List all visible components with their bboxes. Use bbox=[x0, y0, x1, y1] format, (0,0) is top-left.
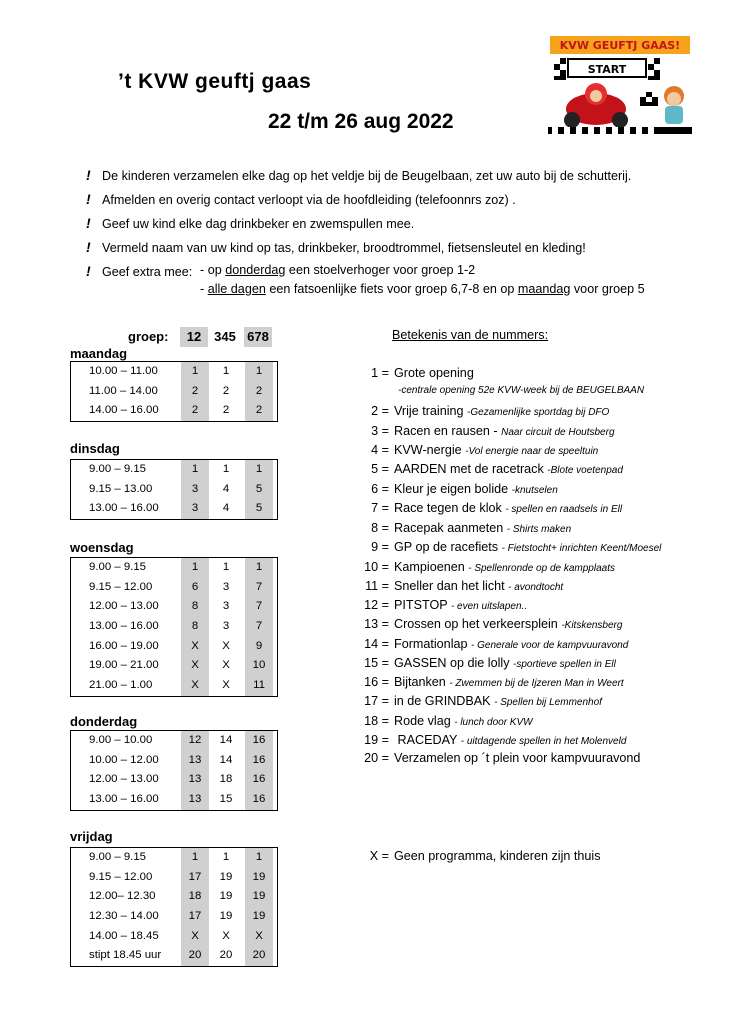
meaning-description: - lunch door KVW bbox=[454, 717, 533, 728]
table-row bbox=[71, 676, 277, 696]
time-cell: 9.15 – 12.00 bbox=[89, 870, 153, 883]
day-title: maandag bbox=[70, 346, 128, 361]
time-cell: 12.00 – 13.00 bbox=[89, 600, 159, 613]
group-cell: 1 bbox=[222, 561, 230, 573]
group-cell: 1 bbox=[222, 365, 230, 377]
meaning-item bbox=[360, 714, 533, 728]
group-cell: 18 bbox=[219, 773, 233, 786]
group-cell: 13 bbox=[181, 770, 209, 790]
group-cell: 1 bbox=[222, 851, 230, 863]
group-cell: 2 bbox=[245, 401, 273, 421]
meaning-description: Naar circuit de Houtsberg bbox=[501, 427, 615, 438]
group-cell: 1 bbox=[245, 558, 273, 578]
group-cell: 1 bbox=[181, 460, 209, 480]
note-text: Geef uw kind elke dag drinkbeker en zwemspullen mee. bbox=[102, 217, 415, 231]
exclamation-icon: ! bbox=[86, 239, 91, 255]
time-cell: 11.00 – 14.00 bbox=[89, 384, 158, 397]
group-cell: 19 bbox=[245, 907, 273, 927]
group-cell: 2 bbox=[245, 382, 273, 402]
meaning-item bbox=[360, 482, 558, 496]
group-cell: 6 bbox=[181, 578, 209, 598]
time-cell: 13.00 – 16.00 bbox=[89, 620, 159, 633]
meaning-name: Racepak aanmeten bbox=[394, 521, 504, 535]
time-cell: 10.00 – 11.00 bbox=[89, 365, 158, 377]
meaning-item bbox=[360, 637, 628, 651]
table-row bbox=[71, 946, 277, 966]
meaning-description: - Shirts maken bbox=[506, 524, 572, 535]
meaning-description: - Fietstocht+ inrichten Keent/Moesel bbox=[501, 543, 662, 554]
meaning-name: Race tegen de klok bbox=[394, 501, 502, 515]
meaning-name: GASSEN op die lolly bbox=[394, 656, 510, 670]
meaning-name: GP op de racefiets bbox=[394, 540, 499, 554]
meaning-name: in de GRINDBAK bbox=[394, 694, 491, 708]
exclamation-icon: ! bbox=[86, 191, 91, 207]
day-table bbox=[70, 730, 278, 811]
meaning-number: 6 = bbox=[371, 482, 389, 496]
day-title: donderdag bbox=[70, 714, 138, 729]
meaning-item bbox=[360, 694, 602, 708]
group-cell: 1 bbox=[245, 460, 273, 480]
meaning-name: Kampioenen bbox=[394, 560, 465, 574]
group-cell: X bbox=[245, 927, 273, 947]
group-cell: 19 bbox=[219, 910, 233, 923]
table-row bbox=[71, 617, 277, 637]
table-row bbox=[71, 927, 277, 947]
meaning-description: - spellen en raadsels in Ell bbox=[505, 504, 623, 515]
meaning-number: 4 = bbox=[371, 443, 389, 457]
meaning-item bbox=[360, 443, 598, 457]
day-title: woensdag bbox=[70, 540, 134, 555]
table-row bbox=[71, 887, 277, 907]
group-cell: 2 bbox=[181, 382, 209, 402]
time-cell: 16.00 – 19.00 bbox=[89, 639, 159, 652]
group-cell: 3 bbox=[181, 480, 209, 500]
exclamation-icon: ! bbox=[86, 263, 91, 279]
meaning-number: 16 = bbox=[364, 675, 389, 689]
day-table bbox=[70, 557, 278, 697]
group-cell: 16 bbox=[245, 731, 273, 751]
meaning-number: 3 = bbox=[371, 424, 389, 438]
group-cell: 4 bbox=[222, 482, 230, 495]
group-cell: 19 bbox=[219, 870, 233, 883]
group-cell: 17 bbox=[181, 907, 209, 927]
table-row bbox=[71, 480, 277, 500]
group-cell: 15 bbox=[219, 793, 233, 806]
table-row bbox=[71, 578, 277, 598]
meaning-name: RACEDAY bbox=[394, 733, 458, 747]
group-col-1: 12 bbox=[180, 327, 208, 347]
time-cell: 14.00 – 18.45 bbox=[89, 929, 159, 942]
table-row bbox=[71, 731, 277, 751]
day-title: dinsdag bbox=[70, 441, 120, 456]
table-row bbox=[71, 848, 277, 868]
meaning-name: Rode vlag bbox=[394, 714, 451, 728]
group-cell: 4 bbox=[222, 502, 230, 515]
note-item bbox=[86, 215, 414, 231]
extra-prefix: Geef extra mee: bbox=[102, 265, 193, 279]
group-cell: 5 bbox=[245, 499, 273, 519]
note-text: Afmelden en overig contact verloopt via de hoofdleiding (telefoonnrs zoz) . bbox=[102, 193, 516, 207]
exclamation-icon: ! bbox=[86, 167, 91, 183]
day-table bbox=[70, 459, 278, 520]
meaning-item bbox=[360, 751, 640, 765]
group-cell: X bbox=[181, 656, 209, 676]
meaning-number: 12 = bbox=[364, 598, 389, 612]
meaning-name: Kleur je eigen bolide bbox=[394, 482, 509, 496]
meaning-x: X = Geen programma, kinderen zijn thuis bbox=[369, 849, 601, 863]
time-cell: 9.00 – 9.15 bbox=[89, 463, 147, 475]
meaning-number: 15 = bbox=[364, 656, 389, 670]
meaning-name: Crossen op het verkeersplein bbox=[394, 617, 558, 631]
group-cell: X bbox=[181, 637, 209, 657]
meaning-name: Vrije training bbox=[394, 404, 464, 418]
meaning-item bbox=[360, 366, 474, 380]
table-row bbox=[71, 907, 277, 927]
meanings-title: Betekenis van de nummers: bbox=[392, 328, 549, 342]
meaning-name: Formationlap bbox=[394, 637, 468, 651]
meaning-name: AARDEN met de racetrack bbox=[394, 462, 544, 476]
meaning-item bbox=[360, 598, 527, 612]
group-cell: 17 bbox=[181, 868, 209, 888]
meaning-description: -Kitskensberg bbox=[561, 620, 623, 631]
meaning-item bbox=[360, 424, 615, 438]
group-cell: 20 bbox=[245, 946, 273, 966]
time-cell: 9.15 – 12.00 bbox=[89, 580, 153, 593]
meaning-item bbox=[360, 656, 616, 670]
group-cell: 10 bbox=[245, 656, 273, 676]
table-row bbox=[71, 597, 277, 617]
note-item bbox=[86, 239, 586, 255]
group-cell: 19 bbox=[219, 890, 233, 903]
day-title: vrijdag bbox=[70, 829, 113, 844]
group-cell: 11 bbox=[245, 676, 273, 696]
meaning-description: - uitdagende spellen in het Molenveld bbox=[460, 736, 627, 747]
meaning-number: 9 = bbox=[371, 540, 389, 554]
group-cell: 3 bbox=[181, 499, 209, 519]
opening-subtitle: -centrale opening 52e KVW-week bij de BEUGELBAAN bbox=[398, 385, 645, 396]
note-item bbox=[86, 191, 516, 207]
group-cell: 1 bbox=[181, 362, 209, 382]
group-header bbox=[0, 327, 280, 347]
meaning-description: - Spellenronde op de kampplaats bbox=[468, 563, 615, 574]
meaning-description: -Blote voetenpad bbox=[547, 465, 623, 476]
group-label: groep: bbox=[128, 329, 169, 344]
meaning-number: 11 = bbox=[365, 579, 389, 593]
group-cell: 19 bbox=[245, 868, 273, 888]
meaning-number: 20 = bbox=[364, 751, 389, 765]
table-row bbox=[71, 868, 277, 888]
table-row bbox=[71, 382, 277, 402]
table-row bbox=[71, 656, 277, 676]
time-cell: 12.00– 12.30 bbox=[89, 890, 156, 903]
meaning-description: -sportieve spellen in Ell bbox=[513, 659, 616, 670]
time-cell: 9.00 – 9.15 bbox=[89, 561, 147, 573]
table-row bbox=[71, 460, 277, 480]
group-cell: 14 bbox=[219, 753, 233, 766]
meaning-description: - avondtocht bbox=[508, 582, 564, 593]
meaning-description: -knutselen bbox=[511, 485, 558, 496]
meaning-description: -Vol energie naar de speeltuin bbox=[465, 446, 599, 457]
group-cell: 19 bbox=[245, 887, 273, 907]
meaning-description: -Gezamenlijke sportdag bij DFO bbox=[467, 407, 610, 418]
table-row bbox=[71, 401, 277, 421]
group-cell: 3 bbox=[222, 600, 230, 613]
time-cell: 19.00 – 21.00 bbox=[89, 659, 159, 672]
group-cell: 2 bbox=[181, 401, 209, 421]
extra-line-1: - op donderdag een stoelverhoger voor groep 1-2 bbox=[200, 263, 476, 277]
extra-line-2: - alle dagen een fatsoenlijke fiets voor groep 6,7-8 en op maandag voor groep 5 bbox=[200, 282, 645, 296]
group-cell: 9 bbox=[245, 637, 273, 657]
group-cell: 16 bbox=[245, 751, 273, 771]
group-cell: X bbox=[181, 927, 209, 947]
group-cell: 7 bbox=[245, 578, 273, 598]
group-cell: 5 bbox=[245, 480, 273, 500]
time-cell: 9.00 – 9.15 bbox=[89, 851, 147, 863]
note-item bbox=[86, 167, 631, 183]
meaning-description: - even uitslapen.. bbox=[450, 601, 528, 612]
time-cell: 21.00 – 1.00 bbox=[89, 679, 153, 692]
event-dates: 22 t/m 26 aug 2022 bbox=[268, 110, 454, 133]
table-row bbox=[71, 770, 277, 790]
group-cell: 8 bbox=[181, 597, 209, 617]
page-title: ’t KVW geuftj gaas bbox=[118, 70, 312, 93]
meaning-name: Bijtanken bbox=[394, 675, 446, 689]
exclamation-icon: ! bbox=[86, 215, 91, 231]
group-cell: 3 bbox=[222, 580, 230, 593]
group-cell: 20 bbox=[219, 949, 233, 962]
note-text: De kinderen verzamelen elke dag op het veldje bij de Beugelbaan, zet uw auto bij de schutterij. bbox=[102, 169, 632, 183]
day-table bbox=[70, 847, 278, 967]
logo-start-text: START bbox=[587, 63, 627, 76]
meaning-item bbox=[360, 462, 623, 476]
meaning-item bbox=[360, 501, 622, 515]
time-cell: 10.00 – 12.00 bbox=[89, 753, 159, 766]
group-cell: 8 bbox=[181, 617, 209, 637]
group-cell: 12 bbox=[181, 731, 209, 751]
meaning-item bbox=[360, 540, 661, 554]
table-row bbox=[71, 790, 277, 810]
meaning-number: 8 = bbox=[371, 521, 389, 535]
note-extra bbox=[86, 263, 476, 279]
group-cell: X bbox=[222, 639, 230, 652]
meaning-number: 14 = bbox=[364, 637, 389, 651]
meaning-name: PITSTOP bbox=[394, 598, 448, 612]
group-cell: 16 bbox=[245, 770, 273, 790]
meaning-number: 5 = bbox=[371, 462, 389, 476]
meaning-item bbox=[360, 733, 626, 747]
day-table bbox=[70, 361, 278, 422]
group-cell: 20 bbox=[181, 946, 209, 966]
meaning-number: 19 = bbox=[364, 733, 389, 747]
time-cell: 9.00 – 10.00 bbox=[89, 734, 153, 746]
time-cell: 13.00 – 16.00 bbox=[89, 502, 159, 515]
meaning-name: Sneller dan het licht bbox=[394, 579, 505, 593]
meaning-number: 10 = bbox=[364, 560, 389, 574]
note-text: Vermeld naam van uw kind op tas, drinkbeker, broodtrommel, fietsensleutel en kleding! bbox=[102, 241, 586, 255]
meaning-name: Grote opening bbox=[394, 366, 474, 380]
meaning-item bbox=[360, 404, 609, 418]
group-col-2: 345 bbox=[214, 329, 236, 344]
group-cell: 1 bbox=[222, 463, 230, 475]
meaning-item bbox=[360, 617, 622, 631]
group-cell: 14 bbox=[219, 734, 233, 746]
time-cell: 9.15 – 13.00 bbox=[89, 482, 153, 495]
group-cell: 16 bbox=[245, 790, 273, 810]
meaning-item bbox=[360, 521, 571, 535]
group-cell: X bbox=[222, 929, 230, 942]
group-cell: 7 bbox=[245, 597, 273, 617]
group-cell: 3 bbox=[222, 620, 230, 633]
time-cell: stipt 18.45 uur bbox=[89, 949, 162, 962]
meaning-number: 7 = bbox=[371, 501, 389, 515]
meaning-name: Verzamelen op ´t plein voor kampvuuravond bbox=[394, 751, 641, 765]
meaning-number: 13 = bbox=[364, 617, 389, 631]
time-cell: 12.30 – 14.00 bbox=[89, 910, 159, 923]
group-cell: 1 bbox=[245, 362, 273, 382]
group-col-3: 678 bbox=[244, 327, 272, 347]
group-cell: 1 bbox=[181, 558, 209, 578]
meaning-item bbox=[360, 579, 563, 593]
meaning-name: KVW-nergie bbox=[394, 443, 462, 457]
group-cell: X bbox=[222, 659, 230, 672]
group-cell: 13 bbox=[181, 790, 209, 810]
meaning-number: 2 = bbox=[371, 404, 389, 418]
meaning-number: 18 = bbox=[364, 714, 389, 728]
group-cell: X bbox=[181, 676, 209, 696]
meaning-number: 1 = bbox=[371, 366, 389, 380]
time-cell: 12.00 – 13.00 bbox=[89, 773, 159, 786]
meaning-number: 17 = bbox=[364, 694, 389, 708]
meaning-description: - Spellen bij Lemmenhof bbox=[494, 697, 602, 708]
table-row bbox=[71, 362, 277, 382]
group-cell: 2 bbox=[222, 384, 230, 397]
group-cell: 1 bbox=[181, 848, 209, 868]
time-cell: 14.00 – 16.00 bbox=[89, 404, 159, 417]
table-row bbox=[71, 499, 277, 519]
table-row bbox=[71, 751, 277, 771]
meaning-name: Racen en rausen - bbox=[394, 424, 498, 438]
group-cell: 1 bbox=[245, 848, 273, 868]
meaning-description: - Generale voor de kampvuuravond bbox=[471, 640, 629, 651]
meaning-item bbox=[360, 560, 615, 574]
table-row bbox=[71, 637, 277, 657]
meaning-item bbox=[360, 675, 624, 689]
meaning-description: - Zwemmen bij de Ijzeren Man in Weert bbox=[449, 678, 624, 689]
group-cell: 2 bbox=[222, 404, 230, 417]
group-cell: 18 bbox=[181, 887, 209, 907]
group-cell: 7 bbox=[245, 617, 273, 637]
time-cell: 13.00 – 16.00 bbox=[89, 793, 159, 806]
logo-banner-text: KVW GEUFTJ GAAS! bbox=[559, 39, 681, 52]
group-cell: 13 bbox=[181, 751, 209, 771]
kvw-logo bbox=[548, 34, 692, 134]
group-cell: X bbox=[222, 679, 230, 692]
table-row bbox=[71, 558, 277, 578]
